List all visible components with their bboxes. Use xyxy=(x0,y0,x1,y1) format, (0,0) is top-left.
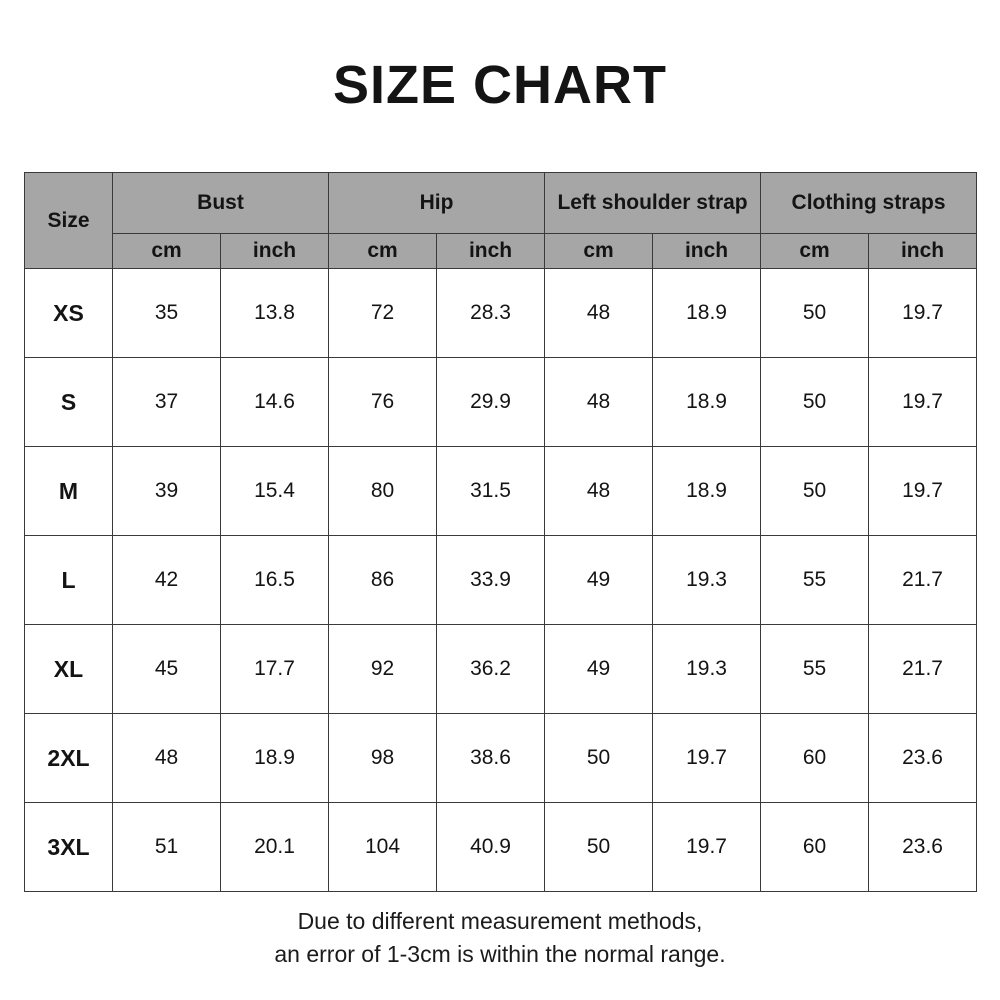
cell-strap-inch: 19.3 xyxy=(653,625,761,714)
cell-size: M xyxy=(25,447,113,536)
cell-hip-inch: 31.5 xyxy=(437,447,545,536)
cell-hip-inch: 38.6 xyxy=(437,714,545,803)
cell-clothing-inch: 19.7 xyxy=(869,269,977,358)
cell-bust-cm: 48 xyxy=(113,714,221,803)
cell-size: 3XL xyxy=(25,803,113,892)
cell-hip-inch: 40.9 xyxy=(437,803,545,892)
cell-bust-inch: 17.7 xyxy=(221,625,329,714)
header-unit-clothing-cm: cm xyxy=(761,234,869,269)
header-row-groups xyxy=(25,173,977,234)
header-unit-bust-inch: inch xyxy=(221,234,329,269)
header-unit-bust-cm: cm xyxy=(113,234,221,269)
cell-hip-cm: 92 xyxy=(329,625,437,714)
cell-clothing-inch: 21.7 xyxy=(869,536,977,625)
page-title: SIZE CHART xyxy=(333,55,667,115)
header-group-bust: Bust xyxy=(113,173,329,234)
cell-hip-cm: 80 xyxy=(329,447,437,536)
table-row xyxy=(25,269,977,358)
cell-strap-cm: 50 xyxy=(545,714,653,803)
table-head xyxy=(25,173,977,269)
cell-bust-cm: 45 xyxy=(113,625,221,714)
cell-hip-inch: 28.3 xyxy=(437,269,545,358)
cell-bust-inch: 13.8 xyxy=(221,269,329,358)
footnote xyxy=(0,905,1000,972)
cell-strap-cm: 48 xyxy=(545,358,653,447)
cell-clothing-cm: 55 xyxy=(761,625,869,714)
cell-strap-inch: 18.9 xyxy=(653,447,761,536)
cell-hip-cm: 72 xyxy=(329,269,437,358)
cell-clothing-inch: 19.7 xyxy=(869,358,977,447)
header-unit-strap-inch: inch xyxy=(653,234,761,269)
cell-clothing-cm: 50 xyxy=(761,269,869,358)
cell-strap-inch: 19.3 xyxy=(653,536,761,625)
table-row xyxy=(25,714,977,803)
cell-clothing-cm: 50 xyxy=(761,358,869,447)
cell-strap-cm: 49 xyxy=(545,625,653,714)
header-group-left-shoulder-strap: Left shoulder strap xyxy=(545,173,761,234)
cell-bust-cm: 35 xyxy=(113,269,221,358)
cell-strap-cm: 48 xyxy=(545,269,653,358)
header-group-clothing-straps: Clothing straps xyxy=(761,173,977,234)
cell-clothing-cm: 60 xyxy=(761,714,869,803)
table-row xyxy=(25,625,977,714)
cell-hip-cm: 104 xyxy=(329,803,437,892)
cell-strap-inch: 19.7 xyxy=(653,714,761,803)
cell-bust-inch: 16.5 xyxy=(221,536,329,625)
cell-bust-inch: 15.4 xyxy=(221,447,329,536)
cell-clothing-inch: 19.7 xyxy=(869,447,977,536)
cell-clothing-cm: 50 xyxy=(761,447,869,536)
cell-bust-cm: 37 xyxy=(113,358,221,447)
cell-hip-cm: 98 xyxy=(329,714,437,803)
table-row xyxy=(25,803,977,892)
cell-bust-inch: 18.9 xyxy=(221,714,329,803)
cell-bust-cm: 39 xyxy=(113,447,221,536)
cell-strap-inch: 18.9 xyxy=(653,269,761,358)
cell-size: XL xyxy=(25,625,113,714)
cell-clothing-cm: 55 xyxy=(761,536,869,625)
header-unit-strap-cm: cm xyxy=(545,234,653,269)
footnote-line-2: an error of 1-3cm is within the normal range. xyxy=(274,941,726,968)
header-size: Size xyxy=(25,173,113,269)
cell-hip-cm: 86 xyxy=(329,536,437,625)
table-body xyxy=(25,269,977,892)
cell-bust-cm: 42 xyxy=(113,536,221,625)
size-chart-table-wrap xyxy=(24,172,976,892)
cell-hip-inch: 29.9 xyxy=(437,358,545,447)
cell-strap-inch: 19.7 xyxy=(653,803,761,892)
cell-hip-inch: 36.2 xyxy=(437,625,545,714)
cell-bust-cm: 51 xyxy=(113,803,221,892)
table-row xyxy=(25,536,977,625)
cell-hip-inch: 33.9 xyxy=(437,536,545,625)
cell-size: S xyxy=(25,358,113,447)
cell-clothing-cm: 60 xyxy=(761,803,869,892)
cell-strap-cm: 50 xyxy=(545,803,653,892)
cell-clothing-inch: 23.6 xyxy=(869,803,977,892)
cell-strap-inch: 18.9 xyxy=(653,358,761,447)
cell-clothing-inch: 23.6 xyxy=(869,714,977,803)
cell-bust-inch: 20.1 xyxy=(221,803,329,892)
cell-strap-cm: 49 xyxy=(545,536,653,625)
size-chart-table xyxy=(24,172,977,892)
cell-hip-cm: 76 xyxy=(329,358,437,447)
header-unit-clothing-inch: inch xyxy=(869,234,977,269)
cell-bust-inch: 14.6 xyxy=(221,358,329,447)
header-row-units xyxy=(25,234,977,269)
footnote-line-1: Due to different measurement methods, xyxy=(297,908,703,934)
cell-size: XS xyxy=(25,269,113,358)
cell-size: L xyxy=(25,536,113,625)
table-row xyxy=(25,447,977,536)
table-row xyxy=(25,358,977,447)
header-group-hip: Hip xyxy=(329,173,545,234)
header-unit-hip-inch: inch xyxy=(437,234,545,269)
header-unit-hip-cm: cm xyxy=(329,234,437,269)
cell-strap-cm: 48 xyxy=(545,447,653,536)
cell-size: 2XL xyxy=(25,714,113,803)
cell-clothing-inch: 21.7 xyxy=(869,625,977,714)
